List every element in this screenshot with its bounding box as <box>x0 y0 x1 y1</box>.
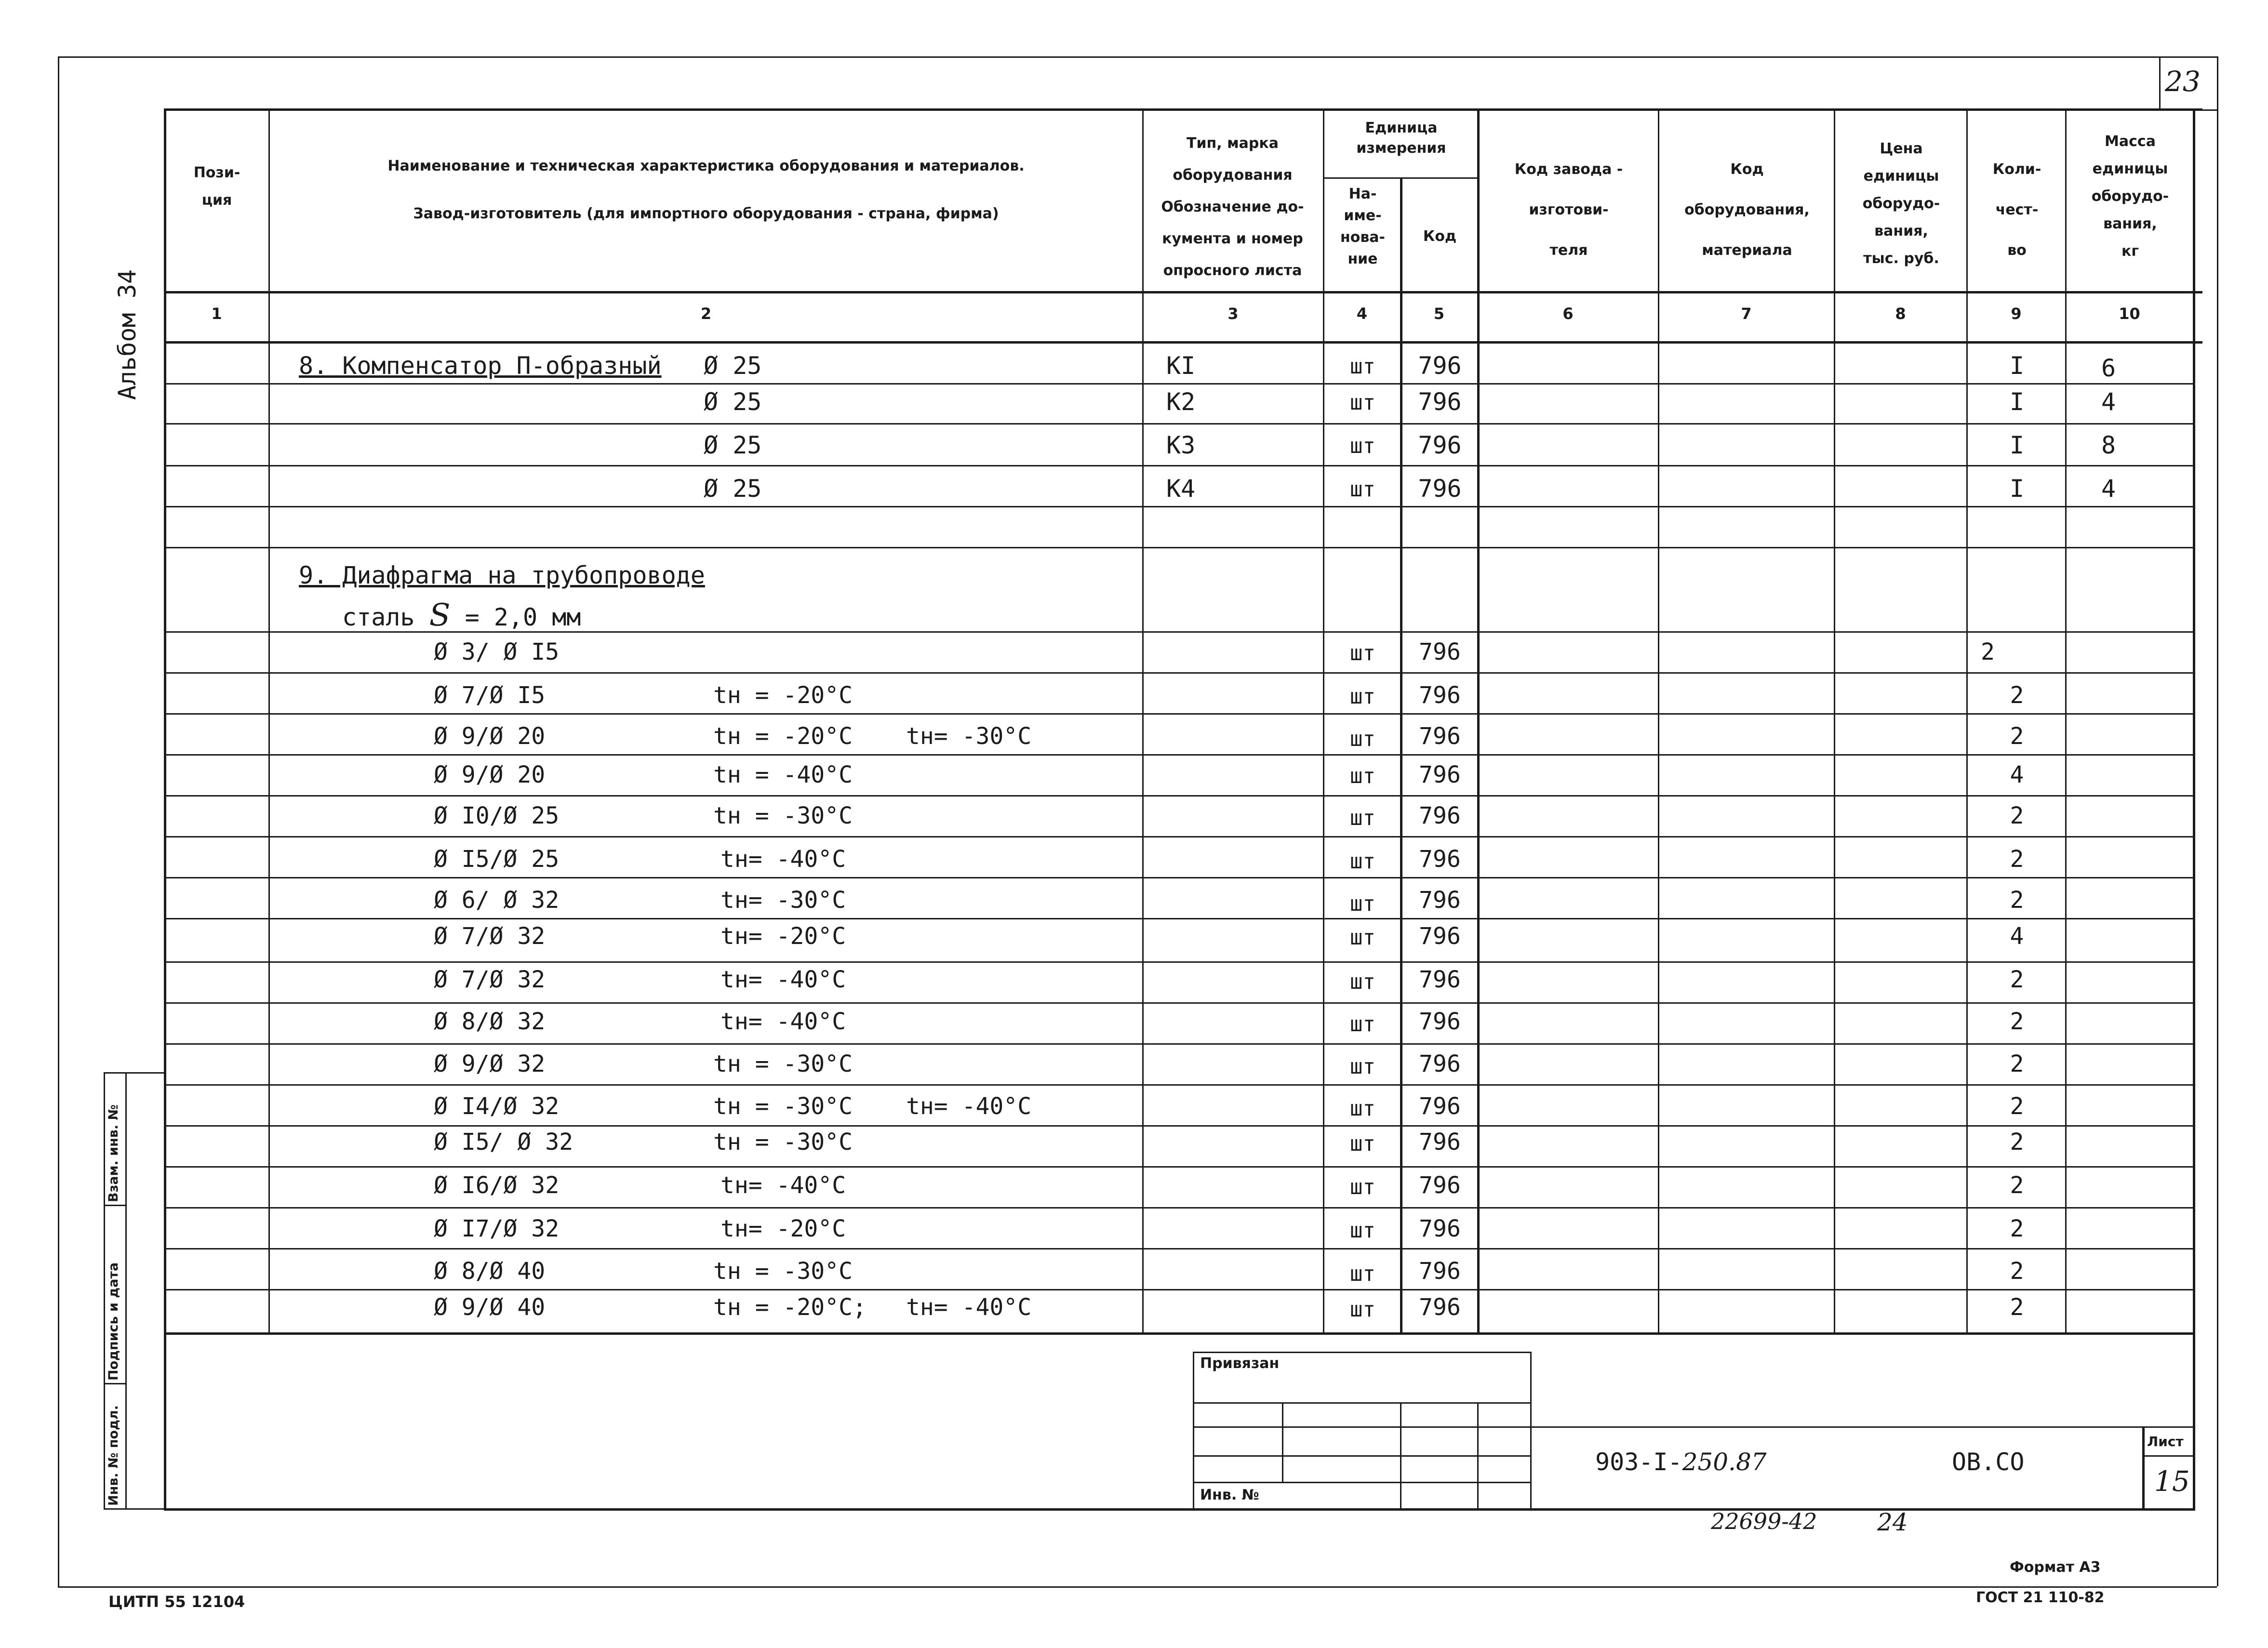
s9-row6-name: Ø I5/Ø 25 <box>434 846 560 873</box>
s9-row9-unit: шт <box>1350 970 1375 994</box>
s9-row12-name: Ø I4/Ø 32 <box>434 1093 560 1120</box>
s9-row5-qty: 2 <box>2010 802 2024 829</box>
col-num-2: 2 <box>700 305 712 323</box>
s9-row9-qty: 2 <box>2010 966 2024 993</box>
header-position: Пози- ция <box>193 164 240 209</box>
album-label: Альбом 34 <box>113 269 141 400</box>
s9-row13-unit: шт <box>1350 1131 1375 1156</box>
s8-row4-code: 796 <box>1418 475 1462 503</box>
s9-row17-t2: tн= -40°C <box>906 1294 1032 1321</box>
s9-row7-code: 796 <box>1419 887 1461 914</box>
s8-row1-type: КI <box>1166 352 1196 380</box>
s8-row3-qty: I <box>2009 431 2025 459</box>
s9-row13-code: 796 <box>1419 1129 1461 1156</box>
s9-row4-code: 796 <box>1419 761 1461 788</box>
table-top <box>164 108 2202 111</box>
s9-row15-qty: 2 <box>2010 1215 2024 1242</box>
s9-row14-code: 796 <box>1419 1172 1461 1199</box>
s9-row12-qty: 2 <box>2010 1093 2024 1120</box>
s8-row3-unit: шт <box>1350 434 1375 458</box>
s9-row14-qty: 2 <box>2010 1172 2024 1199</box>
s8-row4-dia: Ø 25 <box>704 475 762 503</box>
s8-row1-unit: шт <box>1350 354 1375 379</box>
s8-row3-code: 796 <box>1418 431 1462 459</box>
col-num-5: 5 <box>1433 305 1445 323</box>
stamp-list-label: Лист <box>2147 1434 2184 1449</box>
s8-row1-qty: I <box>2009 352 2025 380</box>
col-num-4: 4 <box>1356 305 1368 323</box>
archive-number: 22699-42 <box>1711 1508 1817 1534</box>
s9-row6-unit: шт <box>1350 849 1375 874</box>
s9-row15-t1: tн= -20°C <box>720 1215 846 1242</box>
header-name-line2: Завод-изготовитель (для импортного оборудования - страна, фирма) <box>413 205 999 222</box>
s9-row8-qty: 4 <box>2010 923 2024 950</box>
table-right <box>2193 108 2195 1508</box>
section9-subtitle: сталь S = 2,0 мм <box>342 598 581 633</box>
s9-row16-code: 796 <box>1419 1258 1461 1285</box>
s9-row9-name: Ø 7/Ø 32 <box>434 966 546 993</box>
s9-row10-code: 796 <box>1419 1008 1461 1035</box>
s9-row15-unit: шт <box>1350 1218 1375 1243</box>
s8-row1-mass: 6 <box>2101 354 2116 382</box>
header-price: Цена единицы оборудо- вания, тыс. руб. <box>1862 140 1940 267</box>
s9-row17-code: 796 <box>1419 1294 1461 1321</box>
s9-row9-code: 796 <box>1419 966 1461 993</box>
s9-row10-name: Ø 8/Ø 32 <box>434 1008 546 1035</box>
s9-row5-unit: шт <box>1350 806 1375 830</box>
col-num-8: 8 <box>1895 305 1906 323</box>
s9-row11-unit: шт <box>1350 1054 1375 1079</box>
archive-page: 24 <box>1877 1508 1908 1536</box>
s9-row12-code: 796 <box>1419 1093 1461 1120</box>
header-unit-code: Код <box>1423 228 1457 245</box>
header-unit-name: На- име- нова- ние <box>1340 186 1386 267</box>
s9-row7-unit: шт <box>1350 891 1375 916</box>
s9-row16-name: Ø 8/Ø 40 <box>434 1258 546 1285</box>
s9-row2-unit: шт <box>1350 684 1375 709</box>
s9-row4-qty: 4 <box>2010 761 2024 788</box>
s9-row3-t1: tн = -20°C <box>713 723 853 750</box>
s9-row2-name: Ø 7/Ø I5 <box>434 682 546 709</box>
header-equipment-code: Код оборудования, материала <box>1684 161 1810 259</box>
s8-row2-code: 796 <box>1418 388 1462 416</box>
s9-row13-qty: 2 <box>2010 1129 2024 1156</box>
stamp-doc-code: 903-I-250.87 <box>1595 1448 1767 1476</box>
col-num-3: 3 <box>1227 305 1239 323</box>
side-stamp-inv: Инв. № подл. <box>106 1405 121 1506</box>
s8-row2-dia: Ø 25 <box>704 388 762 416</box>
stamp-list-number: 15 <box>2154 1465 2190 1498</box>
s8-row4-unit: шт <box>1350 477 1375 502</box>
s9-row12-t1: tн = -30°C <box>713 1093 853 1120</box>
s9-row17-name: Ø 9/Ø 40 <box>434 1294 546 1321</box>
s9-row4-t1: tн = -40°C <box>713 761 853 788</box>
s9-row17-unit: шт <box>1350 1297 1375 1322</box>
s8-row3-type: К3 <box>1166 431 1196 459</box>
s9-row8-t1: tн= -20°C <box>720 923 846 950</box>
s9-row3-name: Ø 9/Ø 20 <box>434 723 546 750</box>
s9-row3-unit: шт <box>1350 727 1375 751</box>
s8-row2-mass: 4 <box>2101 388 2116 416</box>
s9-row14-name: Ø I6/Ø 32 <box>434 1172 560 1199</box>
header-name-line1: Наименование и техническая характеристика оборудования и материалов. <box>387 158 1025 174</box>
section9-title: 9. Диафрагма на трубопроводе <box>299 561 705 589</box>
s9-row15-code: 796 <box>1419 1215 1461 1242</box>
s9-row1-qty: 2 <box>1981 638 1995 665</box>
stamp-inv-no: Инв. № <box>1200 1487 1259 1503</box>
col-num-6: 6 <box>1562 305 1574 323</box>
s8-row2-unit: шт <box>1350 390 1375 415</box>
s9-row1-code: 796 <box>1419 638 1461 665</box>
s8-row1-dia: Ø 25 <box>704 352 762 380</box>
header-factory-code: Код завода - изготови- теля <box>1514 161 1623 259</box>
col-num-10: 10 <box>2119 305 2140 323</box>
s9-row17-qty: 2 <box>2010 1294 2024 1321</box>
s9-row14-unit: шт <box>1350 1175 1375 1199</box>
gost-label: ГОСТ 21 110-82 <box>1976 1589 2105 1606</box>
s9-row4-name: Ø 9/Ø 20 <box>434 761 546 788</box>
s9-row8-name: Ø 7/Ø 32 <box>434 923 546 950</box>
s8-row4-qty: I <box>2009 475 2025 503</box>
s9-row8-code: 796 <box>1419 923 1461 950</box>
s9-row1-name: Ø 3/ Ø I5 <box>434 638 560 665</box>
s9-row8-unit: шт <box>1350 925 1375 950</box>
format-label: Формат А3 <box>2010 1559 2101 1576</box>
stamp-privyazan: Привязан <box>1200 1355 1280 1372</box>
s9-row14-t1: tн= -40°C <box>720 1172 846 1199</box>
s9-row10-qty: 2 <box>2010 1008 2024 1035</box>
frame-bottom <box>58 1586 2217 1588</box>
s9-row13-t1: tн = -30°C <box>713 1129 853 1156</box>
s9-row2-qty: 2 <box>2010 682 2024 709</box>
col-num-7: 7 <box>1741 305 1752 323</box>
s9-row3-qty: 2 <box>2010 723 2024 750</box>
s9-row13-name: Ø I5/ Ø 32 <box>434 1129 573 1156</box>
s9-row5-t1: tн = -30°C <box>713 802 853 829</box>
stamp-sheet-mark: ОВ.СО <box>1952 1448 2025 1476</box>
side-stamp-replace: Взам. инв. № <box>106 1104 121 1202</box>
s9-row16-qty: 2 <box>2010 1258 2024 1285</box>
s9-row15-name: Ø I7/Ø 32 <box>434 1215 560 1242</box>
s9-row12-t2: tн= -40°C <box>906 1093 1032 1120</box>
header-quantity: Коли- чест- во <box>1992 161 2041 259</box>
frame-top <box>58 56 2217 58</box>
s9-row2-code: 796 <box>1419 682 1461 709</box>
s9-row3-code: 796 <box>1419 723 1461 750</box>
s9-row6-code: 796 <box>1419 846 1461 873</box>
section8-title: 8. Компенсатор П-образный <box>299 352 662 380</box>
header-type: Тип, марка оборудования Обозначение до- кумента и номер опросного листа <box>1161 135 1304 279</box>
sheet-corner-number: 23 <box>2165 65 2201 98</box>
s9-row4-unit: шт <box>1350 764 1375 788</box>
s9-row6-qty: 2 <box>2010 846 2024 873</box>
side-stamp-signature: Подпись и дата <box>106 1262 121 1381</box>
s9-row2-t1: tн = -20°C <box>713 682 853 709</box>
s9-row12-unit: шт <box>1350 1096 1375 1121</box>
s9-row7-name: Ø 6/ Ø 32 <box>434 887 560 914</box>
s9-row11-code: 796 <box>1419 1050 1461 1077</box>
col-num-1: 1 <box>211 305 222 323</box>
s9-row7-t1: tн= -30°C <box>720 887 846 914</box>
header-mass: Масса единицы оборудо- вания, кг <box>2091 133 2169 260</box>
s9-row6-t1: tн= -40°C <box>720 846 846 873</box>
frame-right <box>2217 56 2218 1586</box>
header-unit-group: Единица измерения <box>1356 120 1446 157</box>
left-code: ЦИТП 55 12104 <box>108 1593 245 1611</box>
s9-row11-t1: tн = -30°C <box>713 1050 853 1077</box>
s8-row2-qty: I <box>2009 388 2025 416</box>
s8-row2-type: К2 <box>1166 388 1196 416</box>
s9-row11-name: Ø 9/Ø 32 <box>434 1050 546 1077</box>
s8-row4-mass: 4 <box>2101 475 2116 503</box>
s8-row4-type: К4 <box>1166 475 1196 503</box>
s8-row3-dia: Ø 25 <box>704 431 762 459</box>
s9-row17-t1: tн = -20°C; <box>713 1294 867 1321</box>
s9-row10-unit: шт <box>1350 1012 1375 1037</box>
s9-row1-unit: шт <box>1350 641 1375 665</box>
s9-row5-code: 796 <box>1419 802 1461 829</box>
s9-row3-t2: tн= -30°C <box>906 723 1032 750</box>
s9-row5-name: Ø I0/Ø 25 <box>434 802 560 829</box>
s9-row9-t1: tн= -40°C <box>720 966 846 993</box>
s9-row10-t1: tн= -40°C <box>720 1008 846 1035</box>
s9-row16-t1: tн = -30°C <box>713 1258 853 1285</box>
col-num-9: 9 <box>2011 305 2022 323</box>
s9-row7-qty: 2 <box>2010 887 2024 914</box>
s9-row11-qty: 2 <box>2010 1050 2024 1077</box>
s8-row1-code: 796 <box>1418 352 1462 380</box>
s8-row3-mass: 8 <box>2101 431 2116 459</box>
s9-row16-unit: шт <box>1350 1262 1375 1286</box>
frame-left <box>58 56 59 1586</box>
